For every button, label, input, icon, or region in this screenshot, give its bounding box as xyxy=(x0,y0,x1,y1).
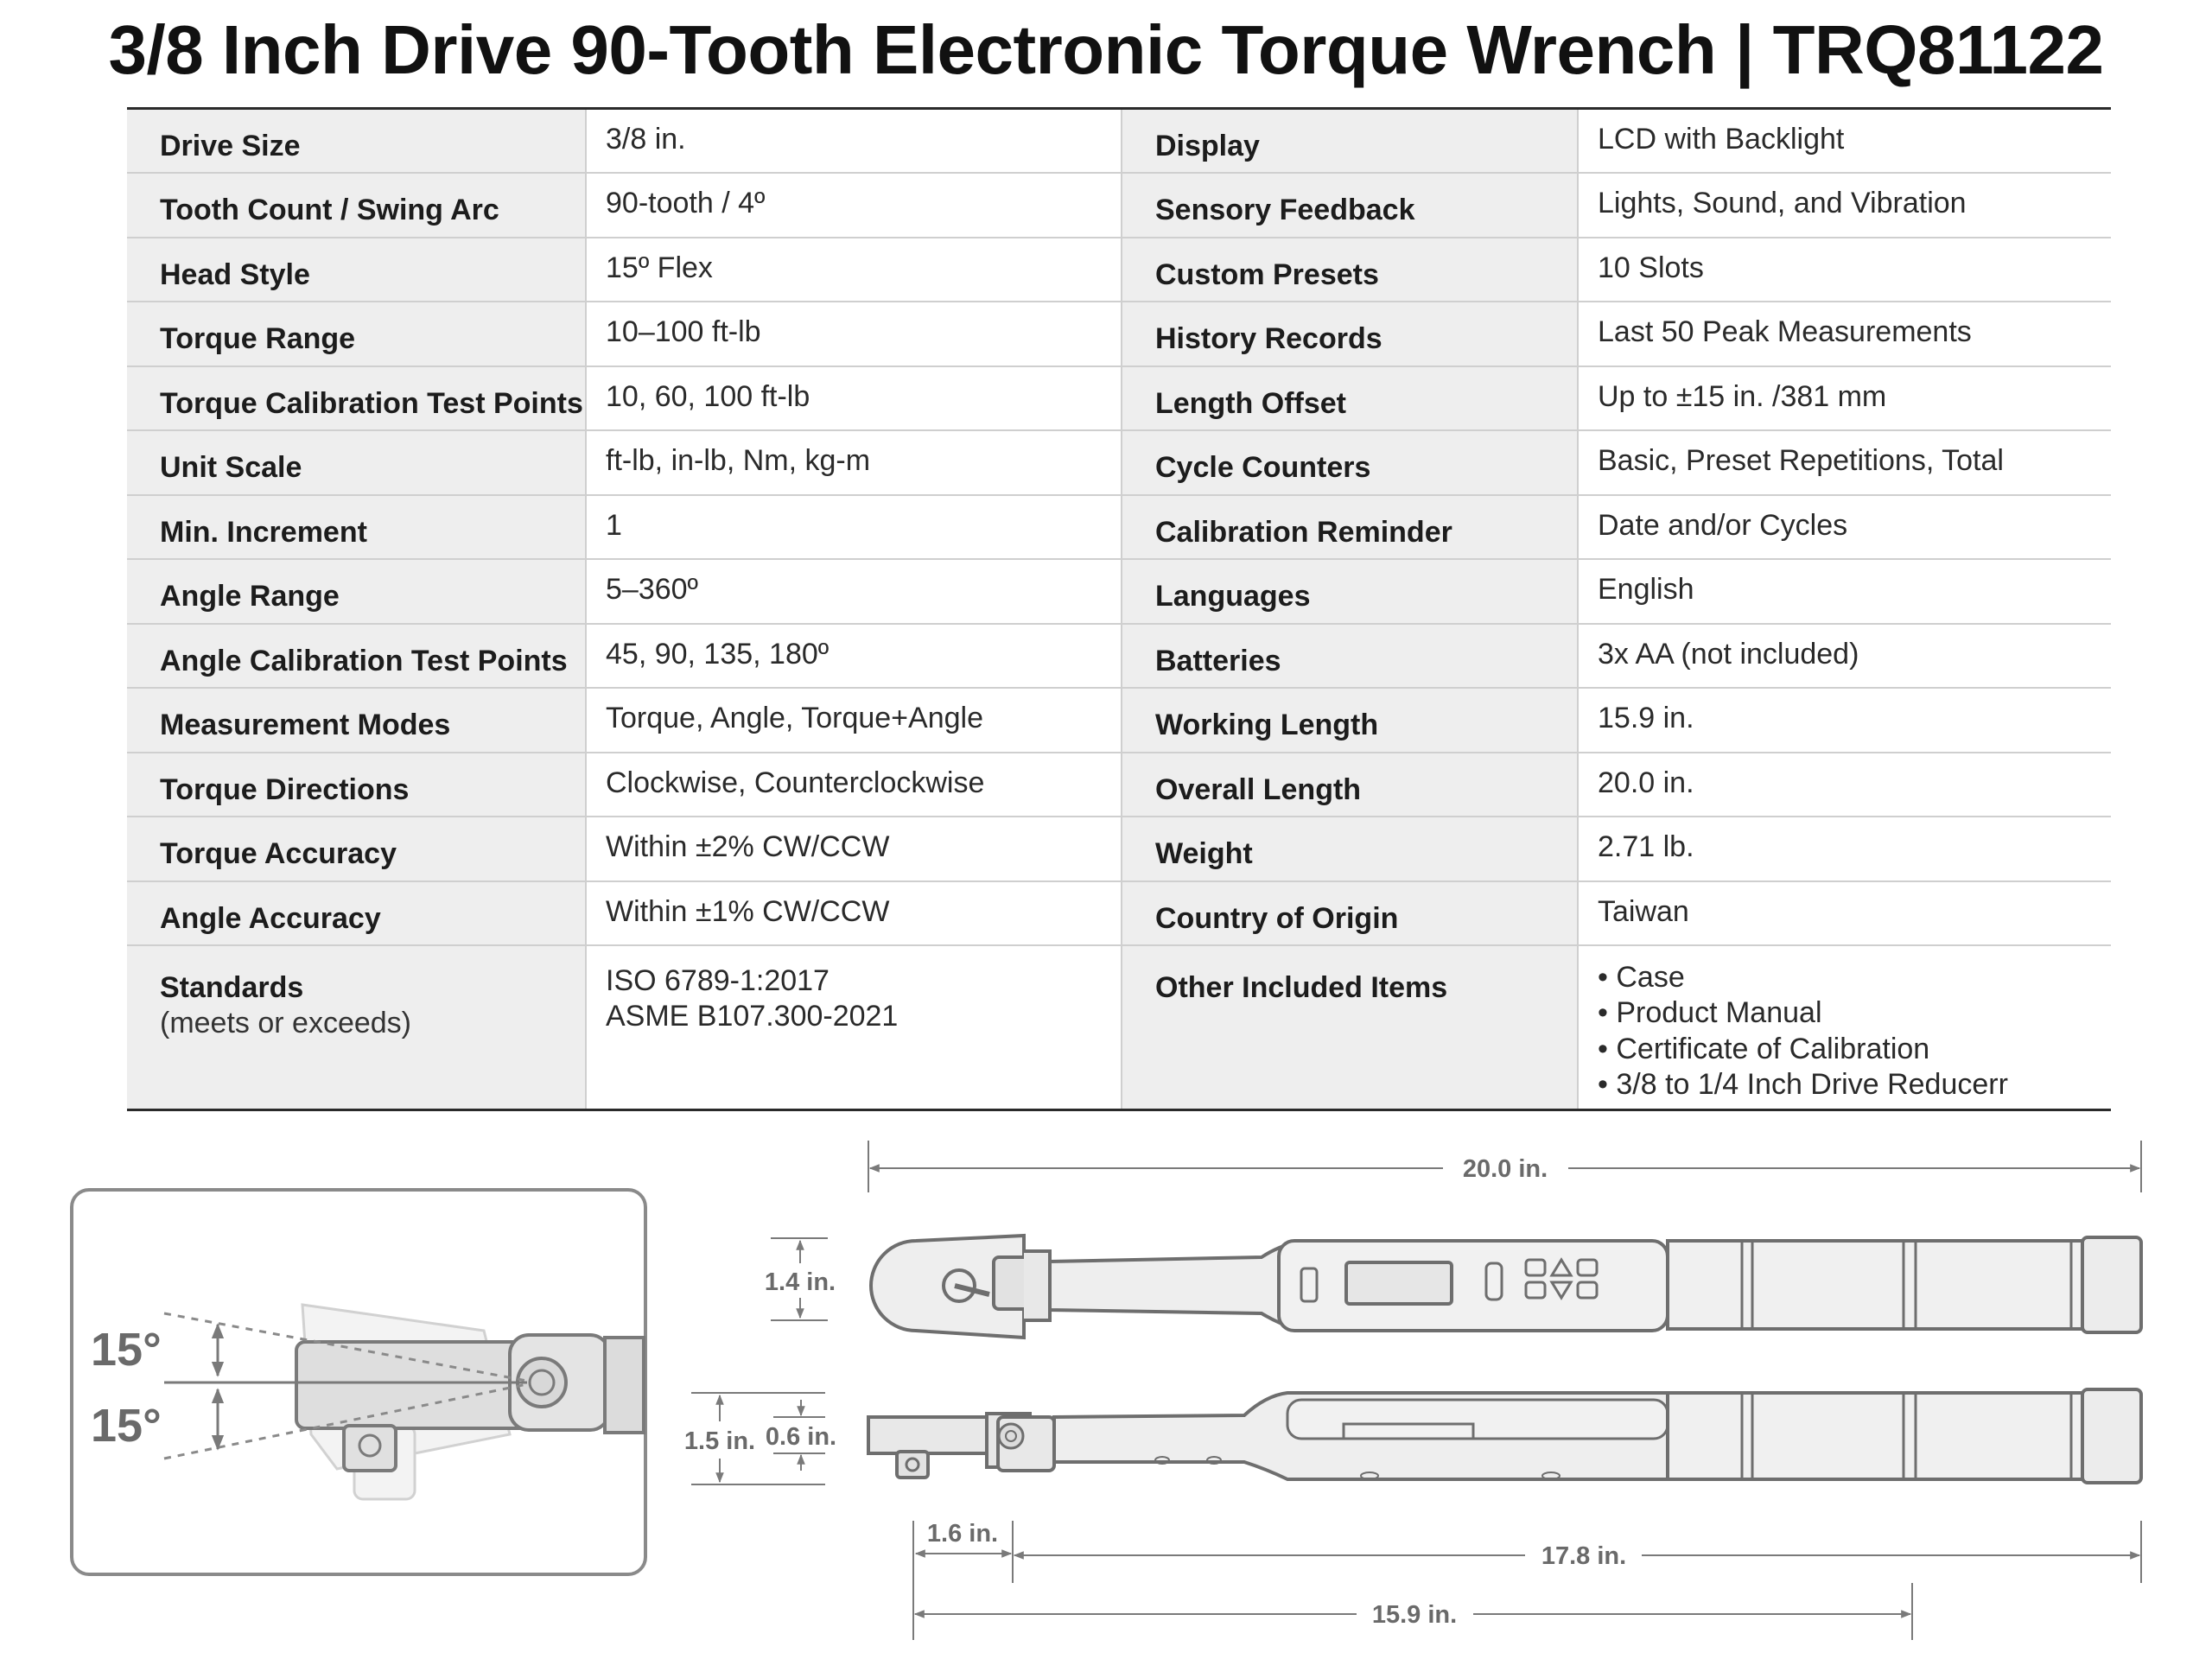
head-width-label: 1.4 in. xyxy=(764,1268,836,1296)
spec-label: Min. Increment xyxy=(127,495,586,560)
drive-square xyxy=(344,1426,396,1471)
spec-value: Lights, Sound, and Vibration xyxy=(1578,173,2111,238)
spec-label: Custom Presets xyxy=(1122,238,1578,302)
spec-value: 10, 60, 100 ft-lb xyxy=(586,366,1122,431)
spec-value: Torque, Angle, Torque+Angle xyxy=(586,688,1122,753)
spec-value: Last 50 Peak Measurements xyxy=(1578,302,2111,366)
spec-value: 5–360º xyxy=(586,559,1122,624)
page-title: 3/8 Inch Drive 90-Tooth Electronic Torque Wrench | TRQ81122 xyxy=(108,11,2104,88)
spec-value: 2.71 lb. xyxy=(1578,817,2111,881)
spec-value: ISO 6789-1:2017 xyxy=(606,964,830,997)
spec-label: Sensory Feedback xyxy=(1122,173,1578,238)
spec-label: Torque Range xyxy=(127,302,586,366)
spec-label: Angle Calibration Test Points xyxy=(127,624,586,689)
drive-offset-label: 1.6 in. xyxy=(926,1520,999,1548)
spec-label: Working Length xyxy=(1122,688,1578,753)
spec-label: Angle Accuracy xyxy=(127,881,586,946)
list-item: • Product Manual xyxy=(1598,995,2102,1031)
spec-value: English xyxy=(1578,559,2111,624)
spec-label: Calibration Reminder xyxy=(1122,495,1578,560)
head-width-dimension xyxy=(765,1238,836,1320)
wrench-side-view xyxy=(868,1389,2141,1483)
handle-length-label: 17.8 in. xyxy=(1541,1542,1627,1570)
spec-label: Overall Length xyxy=(1122,753,1578,817)
spec-label: Standards xyxy=(160,971,304,1004)
flex-angle-bottom-label: 15° xyxy=(91,1400,162,1452)
head-height-label: 1.5 in. xyxy=(683,1427,756,1455)
spec-label: Weight xyxy=(1122,817,1578,881)
lcd-screen xyxy=(1346,1262,1452,1304)
working-length-label: 15.9 in. xyxy=(1371,1601,1458,1629)
flex-angle-top-label: 15° xyxy=(91,1324,162,1376)
spec-label: Drive Size xyxy=(127,109,586,174)
spec-label: Display xyxy=(1122,109,1578,174)
spec-label: Measurement Modes xyxy=(127,688,586,753)
spec-value: 10 Slots xyxy=(1578,238,2111,302)
spec-label: Batteries xyxy=(1122,624,1578,689)
handle-grip xyxy=(1668,1241,2089,1329)
spec-value: Up to ±15 in. /381 mm xyxy=(1578,366,2111,431)
head-body xyxy=(296,1342,530,1428)
side-handle-endcap xyxy=(2082,1389,2141,1483)
side-handle-grip xyxy=(1668,1393,2089,1479)
list-item: • Case xyxy=(1598,960,2102,995)
spec-value: Date and/or Cycles xyxy=(1578,495,2111,560)
spec-value: 3/8 in. xyxy=(586,109,1122,174)
spec-value: 90-tooth / 4º xyxy=(586,173,1122,238)
spec-value: Basic, Preset Repetitions, Total xyxy=(1578,430,2111,495)
spec-value: ft-lb, in-lb, Nm, kg-m xyxy=(586,430,1122,495)
overall-length-dimension xyxy=(868,1141,2141,1192)
spec-label: Torque Calibration Test Points xyxy=(127,366,586,431)
spec-label: Torque Directions xyxy=(127,753,586,817)
spec-label: Cycle Counters xyxy=(1122,430,1578,495)
spec-value: 45, 90, 135, 180º xyxy=(586,624,1122,689)
drive-offset-dimension xyxy=(913,1520,1013,1640)
spec-value: Within ±2% CW/CCW xyxy=(586,817,1122,881)
wrench-top-view xyxy=(871,1236,2141,1338)
spec-value: 20.0 in. xyxy=(1578,753,2111,817)
flex-head-inset xyxy=(72,1190,645,1574)
spec-value: 15º Flex xyxy=(586,238,1122,302)
working-length-dimension xyxy=(915,1583,1912,1640)
drive-height-dimension xyxy=(766,1400,836,1471)
spec-label: Length Offset xyxy=(1122,366,1578,431)
spec-label: Head Style xyxy=(127,238,586,302)
spec-sublabel: (meets or exceeds) xyxy=(160,1006,411,1039)
spec-value: 15.9 in. xyxy=(1578,688,2111,753)
spec-value: Within ±1% CW/CCW xyxy=(586,881,1122,946)
spec-label: Torque Accuracy xyxy=(127,817,586,881)
handle-stub xyxy=(605,1338,644,1433)
handle-length-dimension xyxy=(1014,1521,2141,1583)
spec-label: History Records xyxy=(1122,302,1578,366)
spec-value: LCD with Backlight xyxy=(1578,109,2111,174)
spec-value: 10–100 ft-lb xyxy=(586,302,1122,366)
spec-label: Country of Origin xyxy=(1122,881,1578,946)
spec-label: Unit Scale xyxy=(127,430,586,495)
overall-length-label: 20.0 in. xyxy=(1462,1155,1548,1183)
spec-label: Tooth Count / Swing Arc xyxy=(127,173,586,238)
list-item: • 3/8 to 1/4 Inch Drive Reducerr xyxy=(1598,1067,2102,1103)
spec-value: Clockwise, Counterclockwise xyxy=(586,753,1122,817)
spec-label: Languages xyxy=(1122,559,1578,624)
wrench-shaft xyxy=(1050,1243,1296,1329)
handle-endcap xyxy=(2082,1237,2141,1332)
spec-value: Taiwan xyxy=(1578,881,2111,946)
spec-value: 3x AA (not included) xyxy=(1578,624,2111,689)
display-housing xyxy=(1279,1241,1668,1331)
spec-value: ASME B107.300-2021 xyxy=(606,999,899,1033)
list-item: • Certificate of Calibration xyxy=(1598,1032,2102,1067)
drive-tang xyxy=(868,1417,989,1453)
drive-height-label: 0.6 in. xyxy=(765,1423,837,1451)
spec-label: Angle Range xyxy=(127,559,586,624)
spec-label: Other Included Items xyxy=(1122,945,1578,1109)
spec-value: 1 xyxy=(586,495,1122,560)
